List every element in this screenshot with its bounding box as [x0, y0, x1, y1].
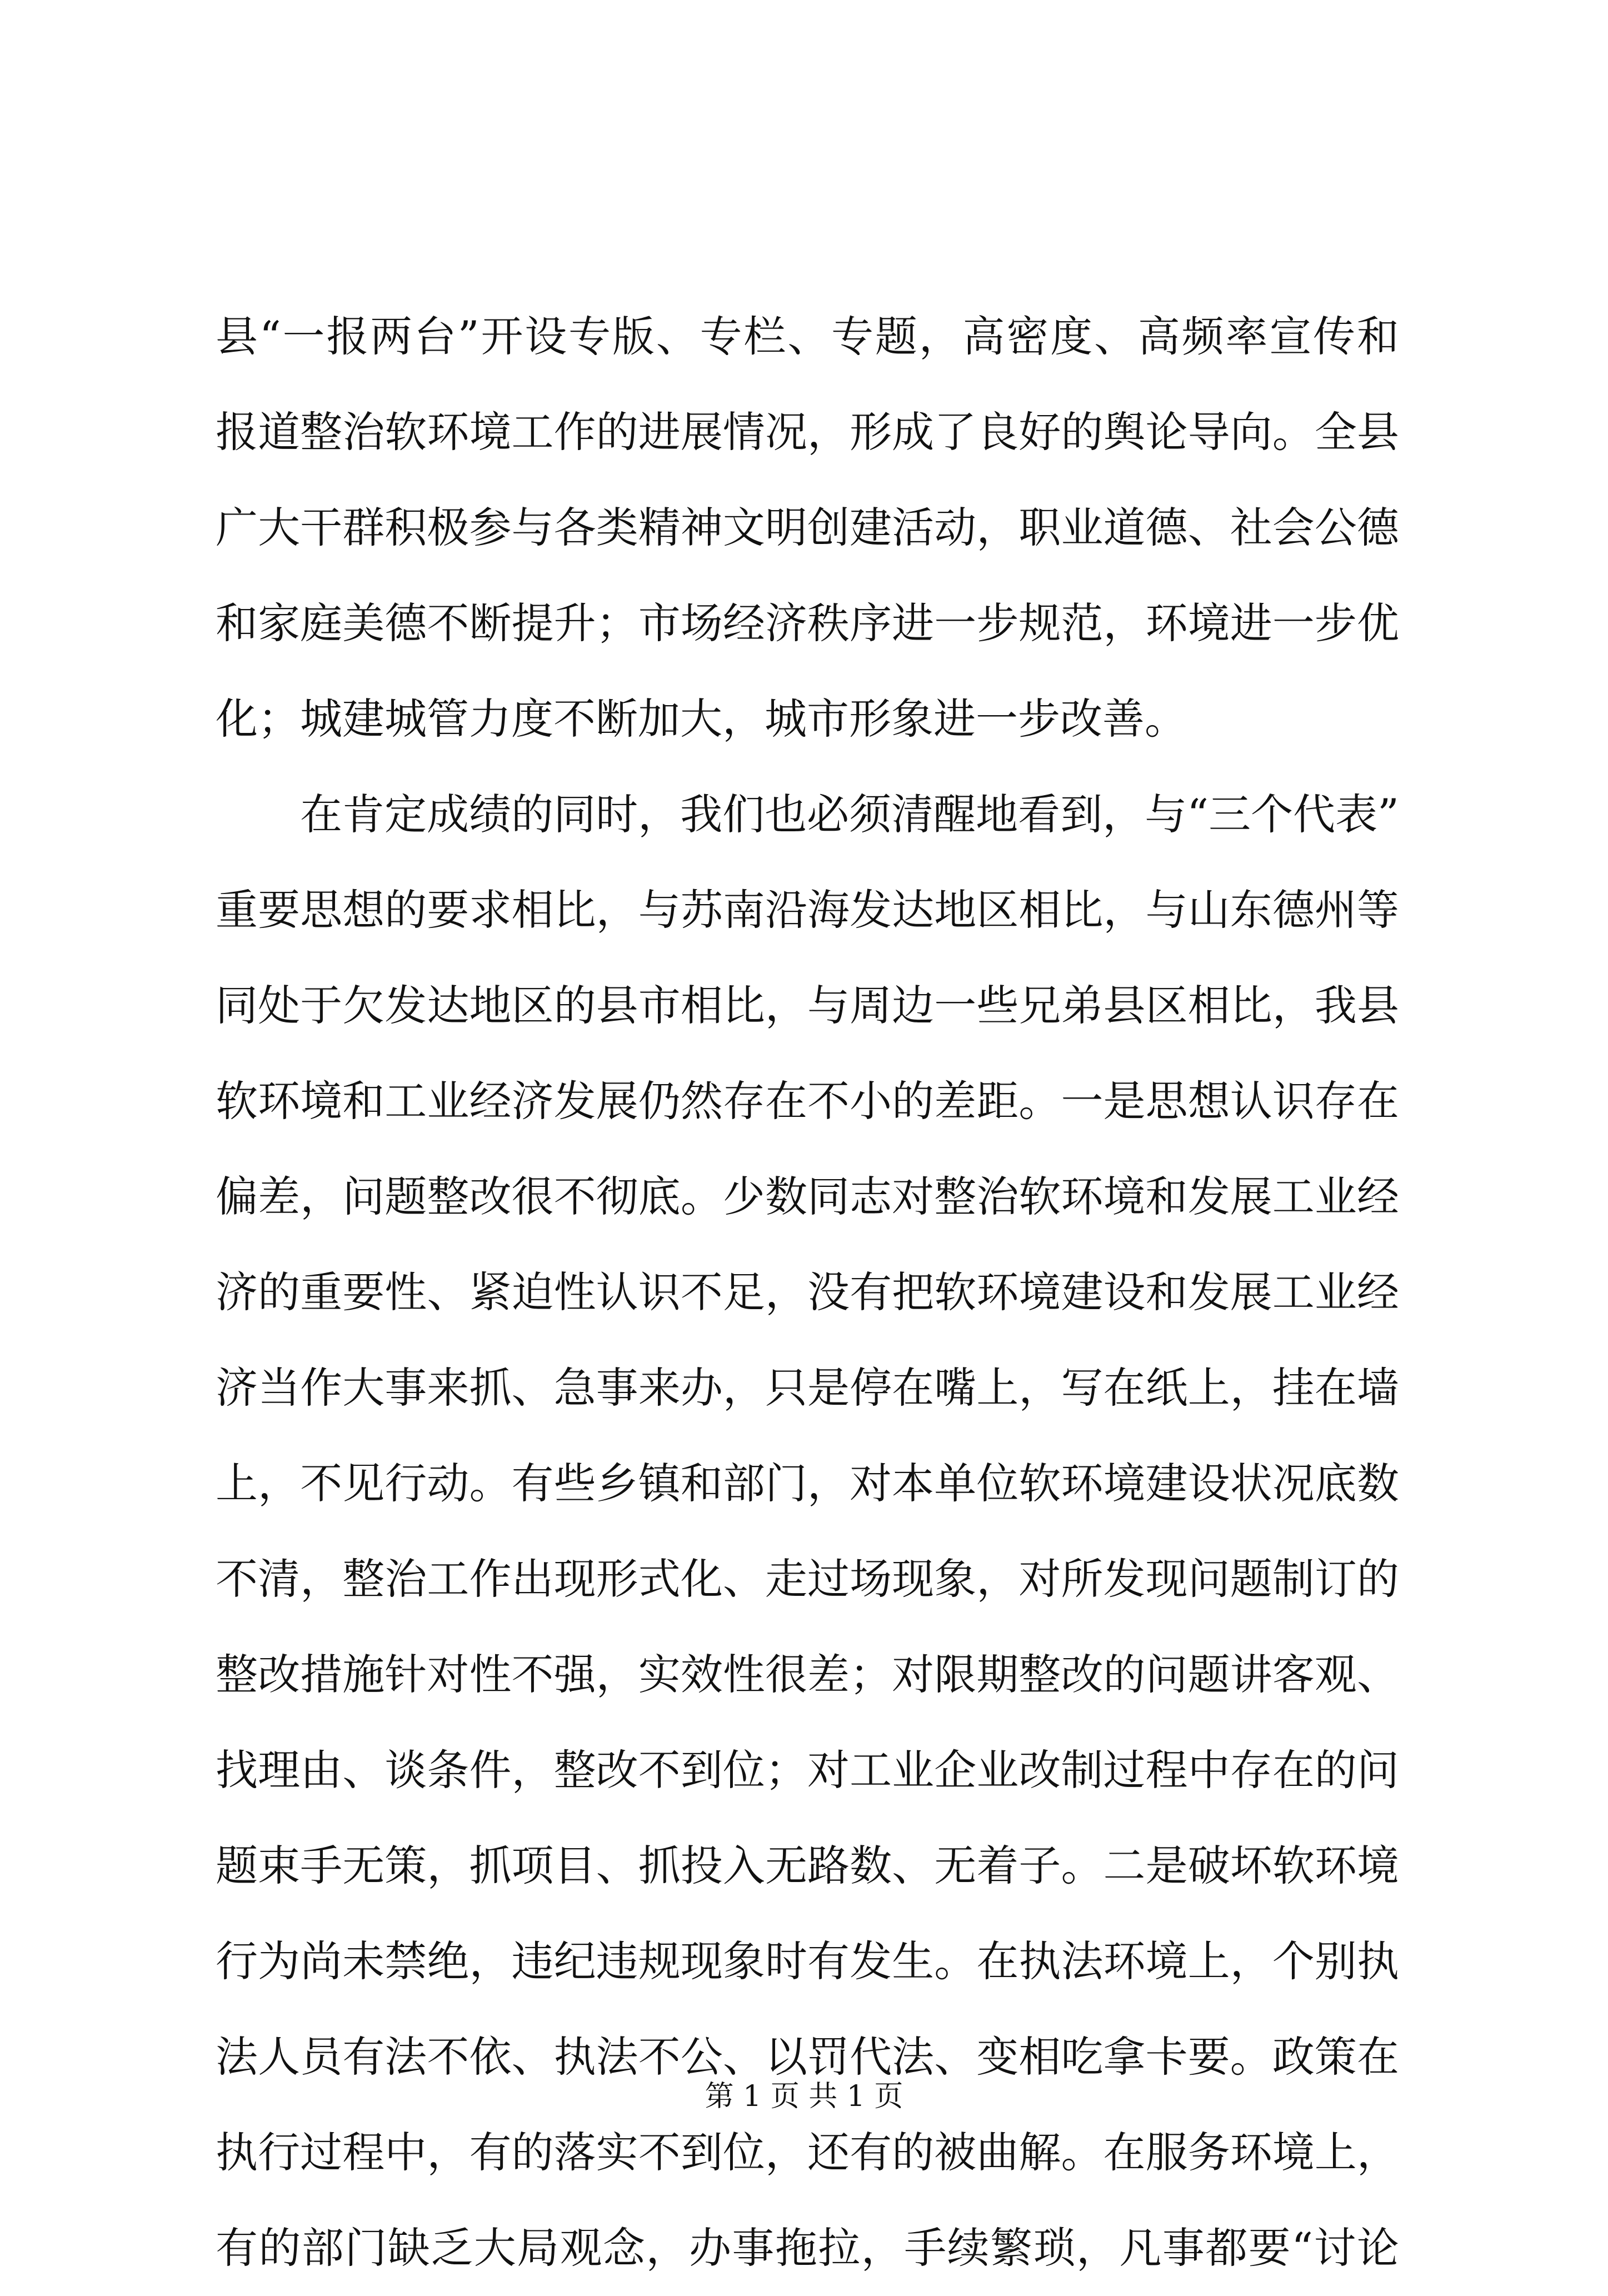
- text-line: 重要思想的要求相比，与苏南沿海发达地区相比，与山东德州等: [216, 885, 1399, 935]
- text-line: 题束手无策，抓项目、抓投入无路数、无着子。二是破坏软环境: [216, 1841, 1399, 1890]
- text-line: 偏差，问题整改很不彻底。少数同志对整治软环境和发展工业经: [216, 1172, 1399, 1221]
- text-line: 和家庭美德不断提升；市场经济秩序进一步规范，环境进一步优: [216, 598, 1399, 648]
- text-line: 找理由、谈条件，整改不到位；对工业企业改制过程中存在的问: [216, 1745, 1399, 1795]
- page-footer: 第 1 页 共 1 页: [705, 2080, 903, 2113]
- text-line: 县“一报两台”开设专版、专栏、专题，高密度、高频率宣传和: [216, 312, 1399, 361]
- text-line: 软环境和工业经济发展仍然存在不小的差距。一是思想认识存在: [216, 1076, 1399, 1126]
- text-line: 济的重要性、紧迫性认识不足，没有把软环境建设和发展工业经: [216, 1267, 1399, 1317]
- text-line: 执行过程中，有的落实不到位，还有的被曲解。在服务环境上，: [216, 2128, 1399, 2177]
- text-line: 行为尚未禁绝，违纪违规现象时有发生。在执法环境上，个别执: [216, 1936, 1399, 1986]
- text-line: 化；城建城管力度不断加大，城市形象进一步改善。: [216, 694, 1187, 743]
- text-line: 法人员有法不依、执法不公、以罚代法、变相吃拿卡要。政策在: [216, 2032, 1399, 2082]
- text-line: 济当作大事来抓、急事来办，只是停在嘴上，写在纸上，挂在墙: [216, 1363, 1399, 1412]
- text-line: 报道整治软环境工作的进展情况，形成了良好的舆论导向。全县: [216, 407, 1399, 457]
- text-line: 在肯定成绩的同时，我们也必须清醒地看到，与“三个代表”: [300, 790, 1399, 839]
- text-line: 广大干群积极参与各类精神文明创建活动，职业道德、社会公德: [216, 503, 1399, 552]
- text-line: 不清，整治工作出现形式化、走过场现象，对所发现问题制订的: [216, 1554, 1399, 1604]
- text-line: 上，不见行动。有些乡镇和部门，对本单位软环境建设状况底数: [216, 1459, 1399, 1508]
- body-text: [216, 289, 1399, 2296]
- text-line: 整改措施针对性不强，实效性很差；对限期整改的问题讲客观、: [216, 1650, 1399, 1699]
- text-line: 同处于欠发达地区的县市相比，与周边一些兄弟县区相比，我县: [216, 981, 1399, 1030]
- text-line: 有的部门缺乏大局观念，办事拖拉，手续繁琐，凡事都要“讨论: [216, 2223, 1399, 2273]
